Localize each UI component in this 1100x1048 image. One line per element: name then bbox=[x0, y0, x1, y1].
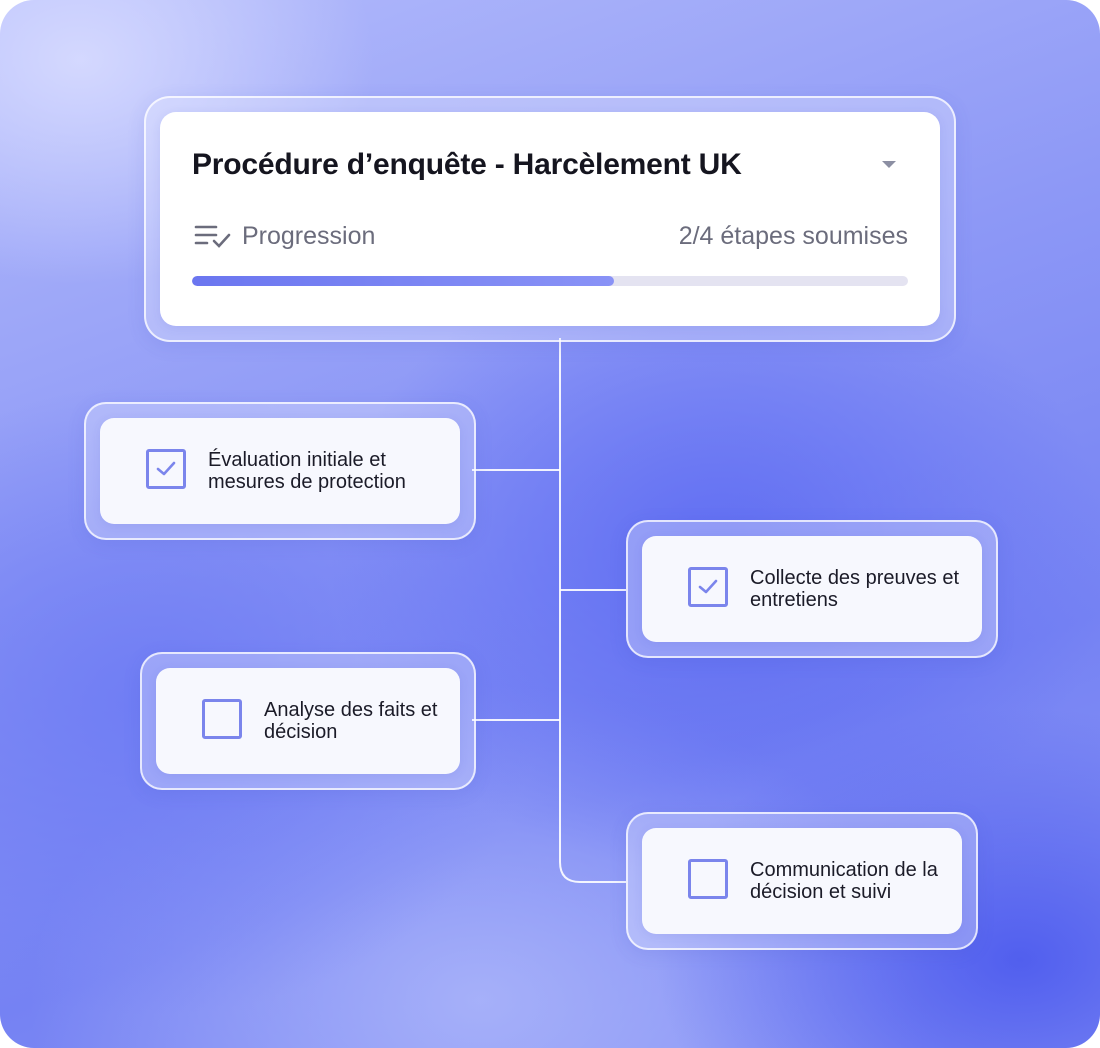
procedure-title: Procédure d’enquête - Harcèlement UK bbox=[192, 148, 742, 181]
step-checkbox[interactable] bbox=[146, 449, 186, 489]
check-icon bbox=[156, 460, 176, 478]
step-label: Communication de la décision et suivi bbox=[750, 859, 938, 903]
checklist-icon bbox=[194, 224, 234, 250]
step-checkbox[interactable] bbox=[202, 699, 242, 739]
step-checkbox[interactable] bbox=[688, 567, 728, 607]
progress-count: 2/4 étapes soumises bbox=[678, 222, 908, 250]
check-icon bbox=[698, 578, 718, 596]
progress-bar bbox=[192, 276, 908, 286]
step-label: Évaluation initiale et mesures de protection bbox=[208, 449, 406, 493]
step-checkbox[interactable] bbox=[688, 859, 728, 899]
progress-bar-fill bbox=[192, 276, 614, 286]
step-label: Analyse des faits et décision bbox=[264, 699, 438, 743]
procedure-card-frame bbox=[144, 96, 956, 342]
step-card-frame bbox=[84, 402, 476, 540]
step-card[interactable] bbox=[156, 668, 460, 774]
step-card[interactable] bbox=[100, 418, 460, 524]
step-card-frame bbox=[140, 652, 476, 790]
step-card-frame bbox=[626, 812, 978, 950]
step-card-frame bbox=[626, 520, 998, 658]
step-card[interactable] bbox=[642, 536, 982, 642]
step-label: Collecte des preuves et entretiens bbox=[750, 567, 960, 611]
progress-row bbox=[192, 220, 908, 252]
step-card[interactable] bbox=[642, 828, 962, 934]
progress-label: Progression bbox=[242, 222, 376, 250]
procedure-card bbox=[160, 112, 940, 326]
caret-down-icon[interactable] bbox=[882, 161, 896, 168]
